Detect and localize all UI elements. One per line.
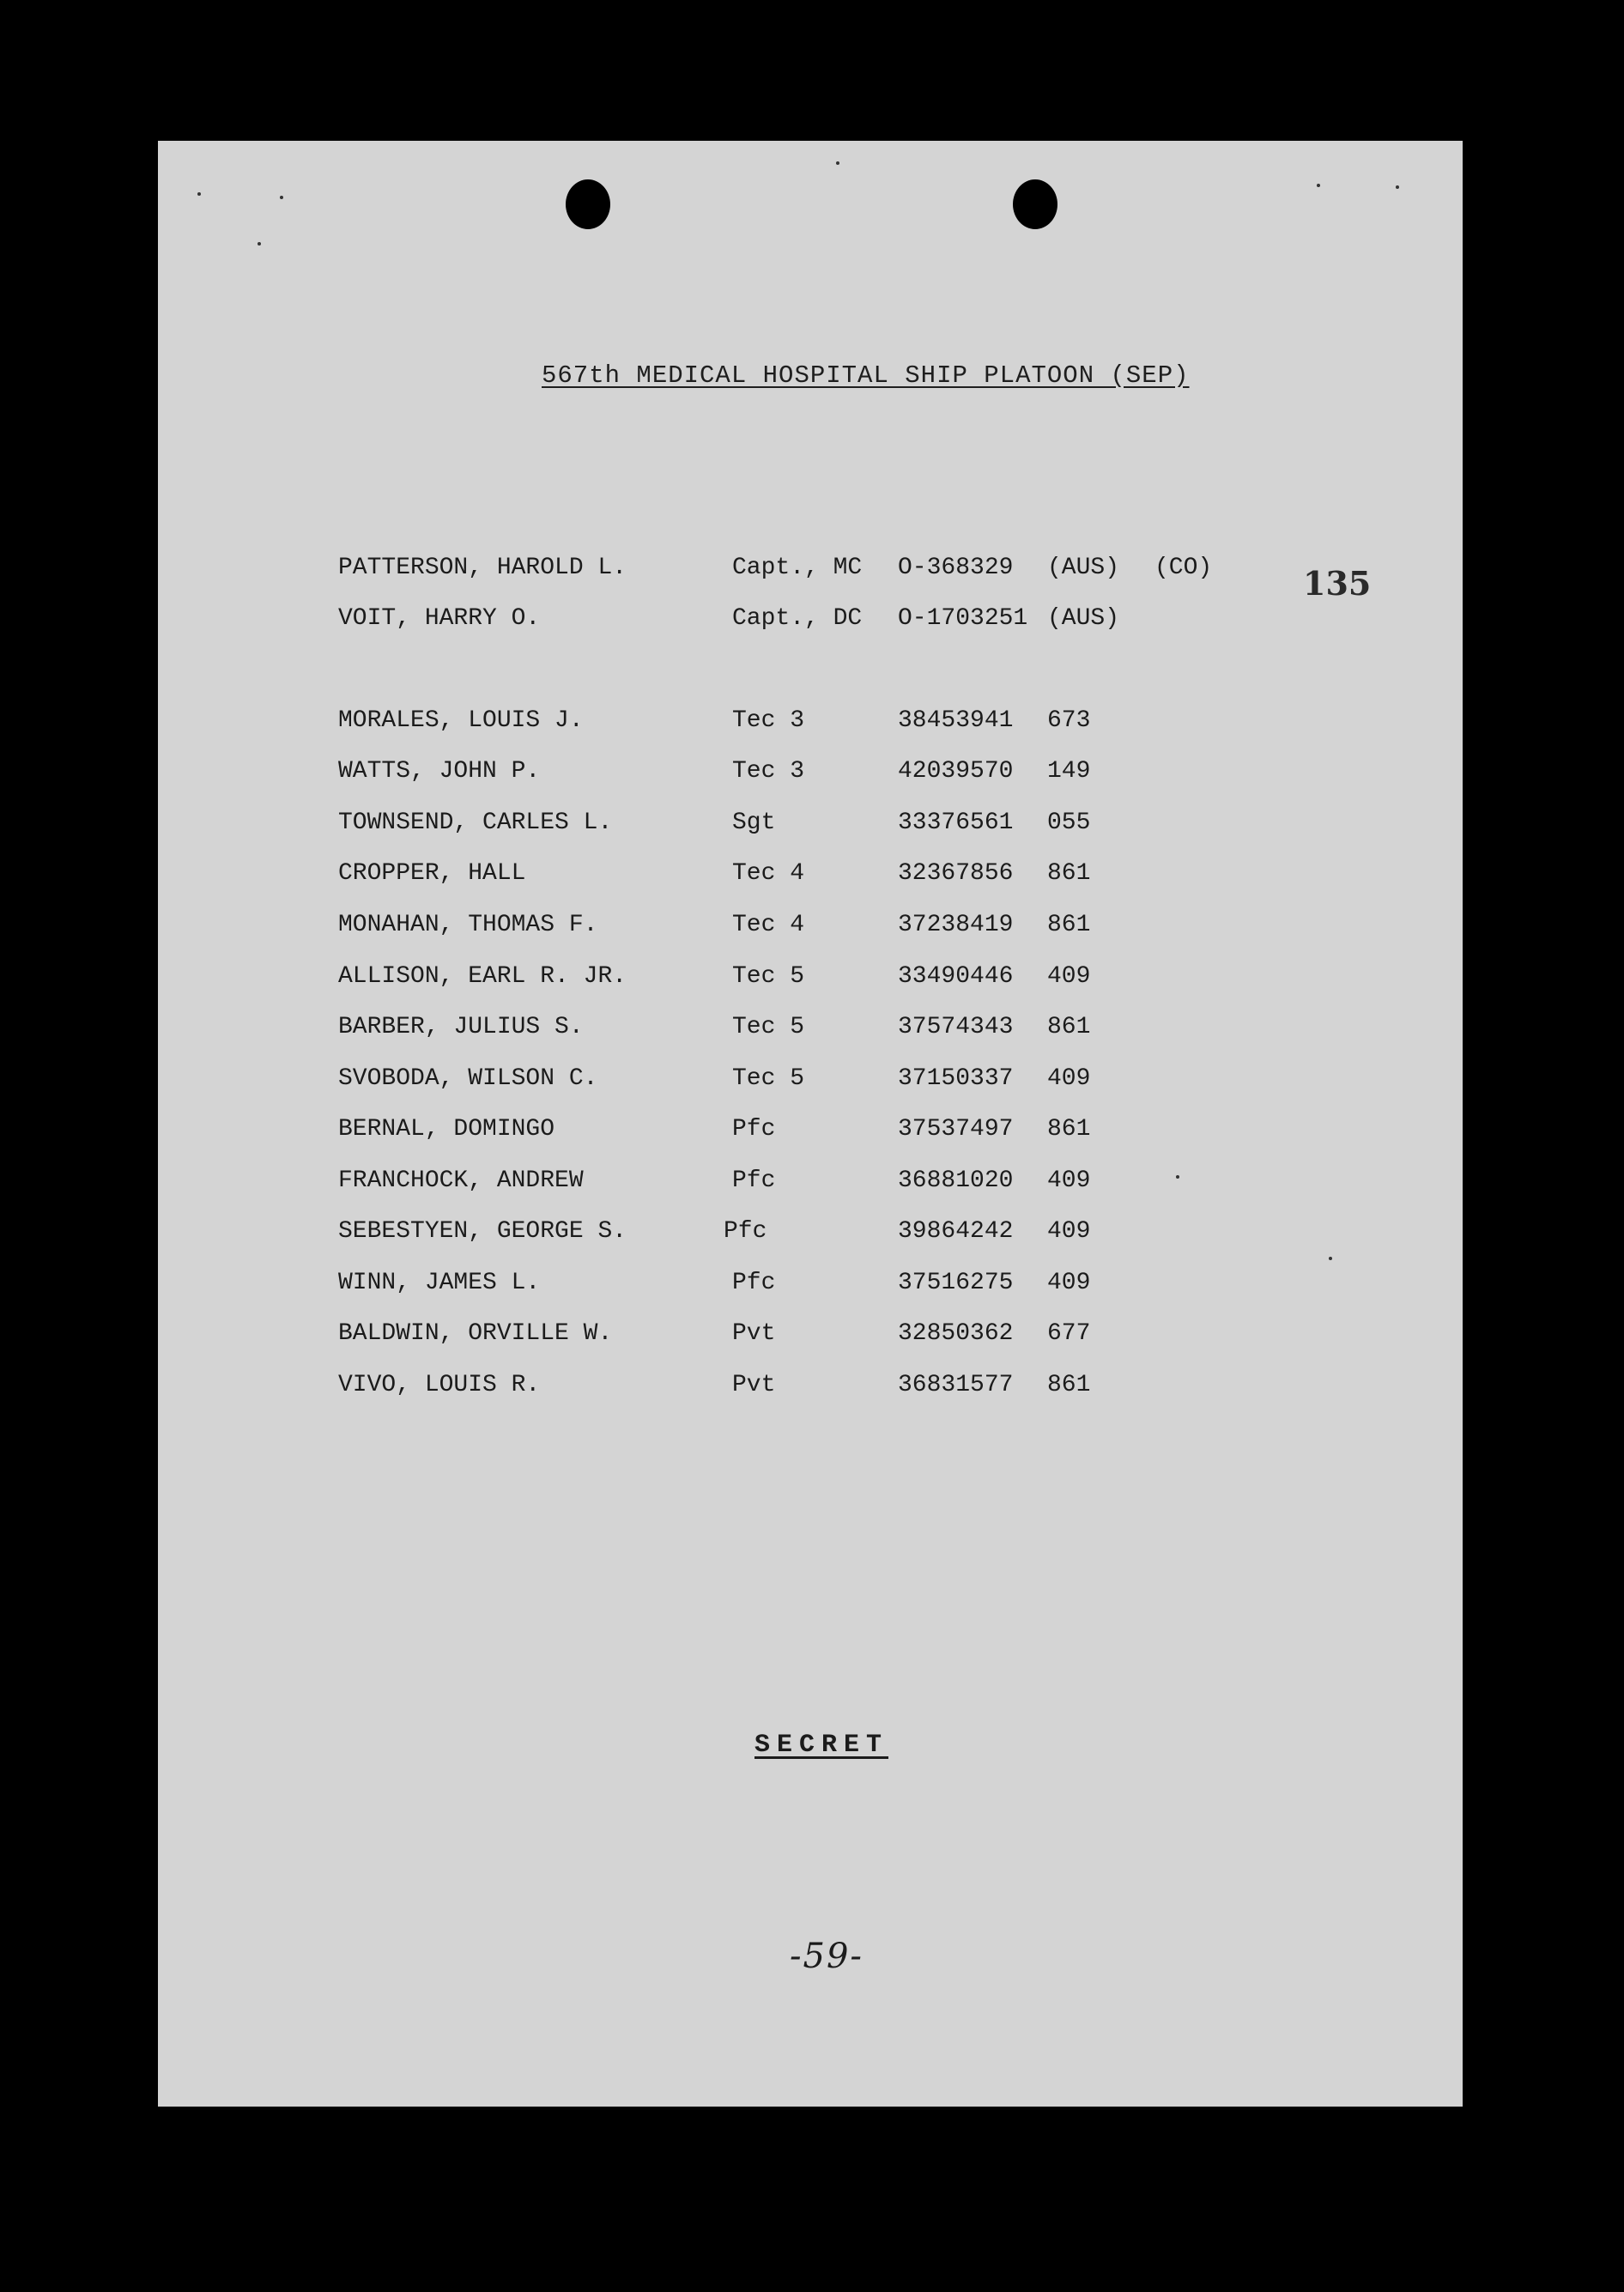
- enlisted-name: VIVO, LOUIS R.: [338, 1372, 541, 1398]
- enlisted-mos: 677: [1047, 1320, 1091, 1347]
- enlisted-mos: 673: [1047, 707, 1091, 734]
- enlisted-mos: 055: [1047, 809, 1091, 836]
- enlisted-grade: Tec 3: [732, 758, 805, 785]
- enlisted-serial: 37574343: [898, 1014, 1014, 1040]
- enlisted-row: [158, 1116, 1463, 1150]
- enlisted-name: BARBER, JULIUS S.: [338, 1014, 584, 1040]
- enlisted-grade: Tec 4: [732, 860, 805, 887]
- enlisted-row: [158, 1372, 1463, 1406]
- enlisted-grade: Tec 4: [732, 912, 805, 938]
- enlisted-name: MONAHAN, THOMAS F.: [338, 912, 598, 938]
- enlisted-row: [158, 1014, 1463, 1048]
- enlisted-name: ALLISON, EARL R. JR.: [338, 963, 627, 990]
- enlisted-grade: Pfc: [732, 1270, 776, 1296]
- enlisted-name: SEBESTYEN, GEORGE S.: [338, 1218, 627, 1245]
- enlisted-mos: 861: [1047, 860, 1091, 887]
- speck: [836, 161, 839, 165]
- enlisted-name: WATTS, JOHN P.: [338, 758, 541, 785]
- enlisted-row: [158, 1065, 1463, 1100]
- enlisted-row: [158, 1218, 1463, 1252]
- officer-row: [158, 555, 1463, 589]
- enlisted-serial: 33376561: [898, 809, 1014, 836]
- enlisted-serial: 37516275: [898, 1270, 1014, 1296]
- speck: [1329, 1257, 1332, 1260]
- enlisted-grade: Pvt: [732, 1372, 776, 1398]
- officer-component: (AUS): [1047, 555, 1120, 581]
- officer-serial: O-368329: [898, 555, 1014, 581]
- enlisted-name: CROPPER, HALL: [338, 860, 526, 887]
- enlisted-serial: 38453941: [898, 707, 1014, 734]
- enlisted-serial: 37150337: [898, 1065, 1014, 1092]
- speck: [197, 192, 201, 196]
- enlisted-grade: Pvt: [732, 1320, 776, 1347]
- punch-hole-right: [1013, 179, 1057, 229]
- enlisted-row: [158, 809, 1463, 844]
- classification-marking: SECRET: [754, 1731, 889, 1760]
- enlisted-row: [158, 758, 1463, 792]
- enlisted-row: [158, 1270, 1463, 1304]
- enlisted-row: [158, 912, 1463, 946]
- enlisted-serial: 37238419: [898, 912, 1014, 938]
- enlisted-name: FRANCHOCK, ANDREW: [338, 1167, 584, 1194]
- enlisted-serial: 32367856: [898, 860, 1014, 887]
- enlisted-grade: Pfc: [724, 1218, 767, 1245]
- enlisted-name: BERNAL, DOMINGO: [338, 1116, 555, 1143]
- officer-name: PATTERSON, HAROLD L.: [338, 555, 627, 581]
- officer-grade: Capt., DC: [732, 605, 863, 632]
- enlisted-mos: 409: [1047, 1270, 1091, 1296]
- enlisted-row: [158, 1320, 1463, 1355]
- officer-grade: Capt., MC: [732, 555, 863, 581]
- enlisted-mos: 861: [1047, 912, 1091, 938]
- enlisted-grade: Tec 5: [732, 1014, 805, 1040]
- enlisted-serial: 39864242: [898, 1218, 1014, 1245]
- speck: [280, 196, 283, 199]
- enlisted-mos: 149: [1047, 758, 1091, 785]
- enlisted-mos: 409: [1047, 1218, 1091, 1245]
- enlisted-mos: 861: [1047, 1372, 1091, 1398]
- enlisted-row: [158, 707, 1463, 742]
- document-page: [158, 141, 1463, 2107]
- officer-component: (AUS): [1047, 605, 1120, 632]
- enlisted-serial: 36881020: [898, 1167, 1014, 1194]
- enlisted-mos: 409: [1047, 1065, 1091, 1092]
- speck: [1317, 184, 1320, 187]
- enlisted-name: BALDWIN, ORVILLE W.: [338, 1320, 613, 1347]
- enlisted-grade: Tec 5: [732, 963, 805, 990]
- enlisted-mos: 409: [1047, 963, 1091, 990]
- page-number: -59-: [790, 1937, 864, 1976]
- enlisted-mos: 861: [1047, 1116, 1091, 1143]
- enlisted-grade: Pfc: [732, 1116, 776, 1143]
- enlisted-grade: Sgt: [732, 809, 776, 836]
- enlisted-name: SVOBODA, WILSON C.: [338, 1065, 598, 1092]
- enlisted-serial: 32850362: [898, 1320, 1014, 1347]
- enlisted-serial: 33490446: [898, 963, 1014, 990]
- enlisted-row: [158, 860, 1463, 894]
- enlisted-row: [158, 1167, 1463, 1202]
- punch-hole-left: [566, 179, 610, 229]
- enlisted-grade: Pfc: [732, 1167, 776, 1194]
- enlisted-serial: 36831577: [898, 1372, 1014, 1398]
- enlisted-mos: 861: [1047, 1014, 1091, 1040]
- enlisted-serial: 37537497: [898, 1116, 1014, 1143]
- enlisted-row: [158, 963, 1463, 997]
- enlisted-name: TOWNSEND, CARLES L.: [338, 809, 613, 836]
- stamped-page-number: 135: [1303, 564, 1372, 603]
- enlisted-grade: Tec 5: [732, 1065, 805, 1092]
- enlisted-mos: 409: [1047, 1167, 1091, 1194]
- enlisted-name: WINN, JAMES L.: [338, 1270, 541, 1296]
- officer-role: (CO): [1154, 555, 1213, 581]
- enlisted-name: MORALES, LOUIS J.: [338, 707, 584, 734]
- enlisted-grade: Tec 3: [732, 707, 805, 734]
- unit-title: 567th MEDICAL HOSPITAL SHIP PLATOON (SEP): [542, 361, 1190, 390]
- officer-row: [158, 605, 1463, 640]
- enlisted-serial: 42039570: [898, 758, 1014, 785]
- speck: [258, 242, 261, 246]
- speck: [1396, 185, 1399, 189]
- officer-name: VOIT, HARRY O.: [338, 605, 541, 632]
- officer-serial: O-1703251: [898, 605, 1028, 632]
